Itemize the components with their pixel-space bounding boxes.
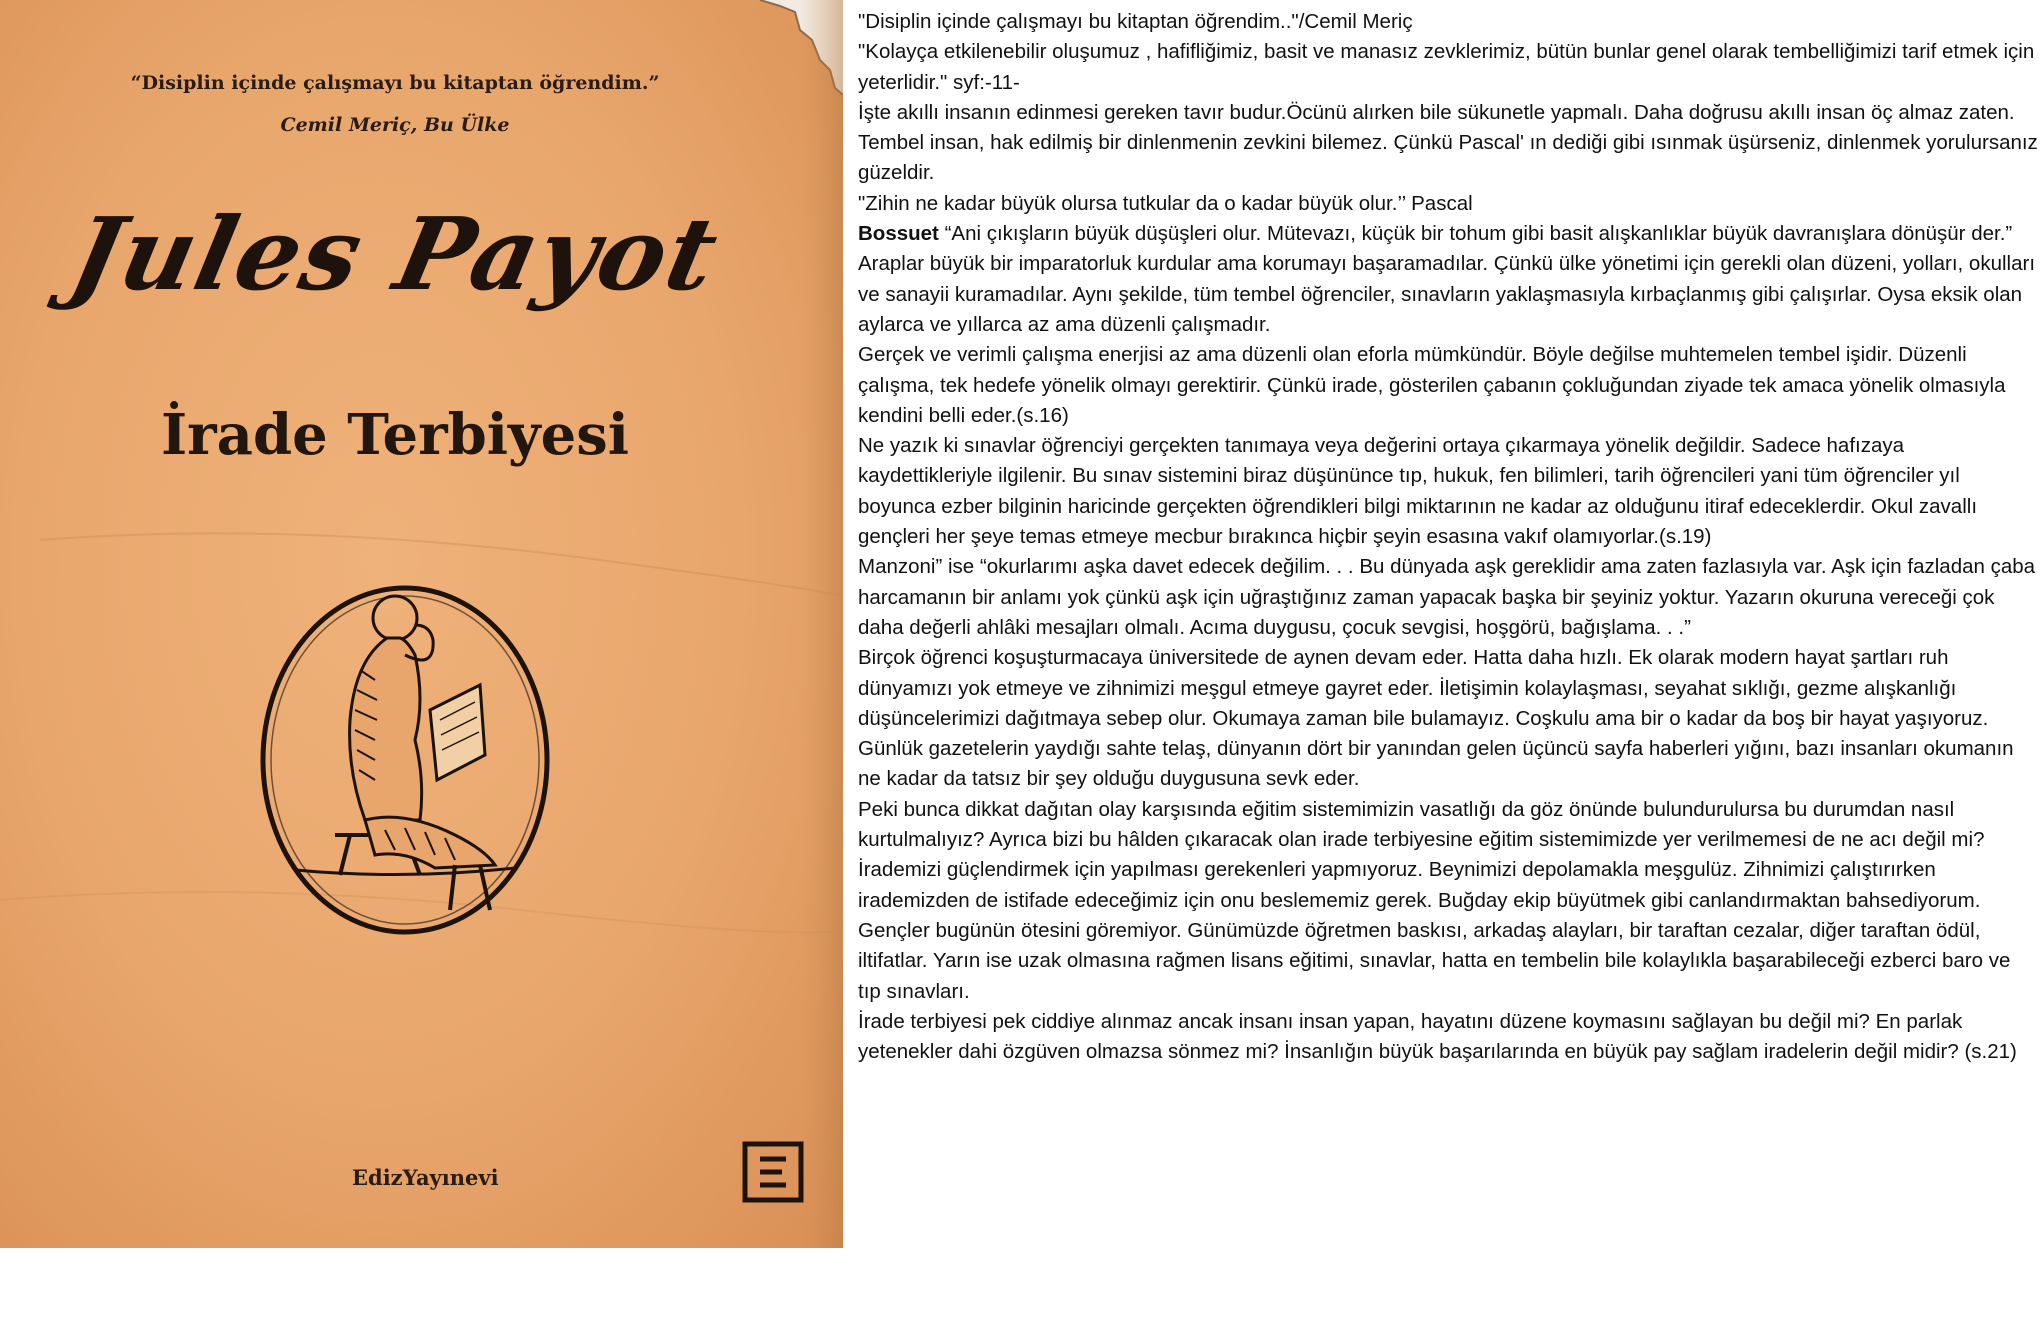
- paragraph: Ne yazık ki sınavlar öğrenciyi gerçekten tanımaya veya değerini ortaya çıkarmaya yönelik değildir. Sadece hafızaya kaydettikleriyle ilgilenir. Bu sınav sistemini biraz düşününce tıp, hukuk, fen bilimleri, tarih öğrencileri yani tüm öğrenciler yıl boyunca ezber bilginin haricinde gerçekten öğrendikleri bilgi miktarının ne kadar az olduğunu itiraf edeceklerdir. Okul zavallı gençleri her şeye temas etmeye mecbur bırakınca hiçbir şeyin esasına vakıf olamıyorlar.(s.19): [858, 434, 1978, 549]
- paragraph: Gerçek ve verimli çalışma enerjisi az ama düzenli olan eforla mümkündür. Böyle değilse muhtemelen tembel işidir. Düzenli çalışma, tek hedefe yönelik olmayı gerektirir. Çünkü irade, gösterilen çabanın çokluğundan ziyade tek amaca yönelik olmasıyla kendini belli eder.(s.16): [858, 343, 2006, 427]
- cover-author: Jules Payot: [60, 195, 730, 313]
- paragraph: [858, 219, 2038, 249]
- cover-publisher: EdizYayınevi: [352, 1165, 499, 1190]
- paragraph: İrademizi güçlendirmek için yapılması gerekenleri yapmıyoruz. Beynimizi depolamakla meşgulüz. Zihnimizi çalıştırırken irademizden de istifade edeceğimiz için onu beslememiz gerek. Buğday ekip büyütmek gibi canlandırmaktan bahsediyorum. Gençler bugünün ötesini göremiyor. Günümüzde öğretmen baskısı, arkadaş alayları, bir taraftan cezalar, diğer taraftan ödül, iltifatlar. Yarın ise uzak olmasına rağmen lisans eğitimi, sınavlar, hatta en tembelin bile kolaylıkla başarabileceği ezberci baro ve tıp sınavları.: [858, 858, 2011, 1003]
- paragraph: İşte akıllı insanın edinmesi gereken tavır budur.Öcünü alırken bile sükunetle yapmalı. Daha doğrusu akıllı insan öç almaz zaten.: [858, 100, 2015, 124]
- paragraph: Birçok öğrenci koşuşturmacaya üniversitede de aynen devam eder. Hatta daha hızlı. Ek olarak modern hayat şartları ruh dünyamızı yok etmeye ve zihnimizi meşgul etmeye gayret eder. İletişimin kolaylaşması, seyahat sıklığı, gezme alışkanlığı düşüncelerimizi dağıtmaya sebep olur. Okumaya zaman bile bulamayız. Coşkulu ama bir o kadar da boş bir hayat yaşıyoruz.: [858, 646, 1989, 730]
- paragraph: Günlük gazetelerin yaydığı sahte telaş, dünyanın dört bir yanından gelen üçüncü sayfa haberleri yığını, bazı insanları okumanın ne kadar da tatsız bir şey olduğu duygusuna sevk eder.: [858, 737, 2014, 791]
- paragraph: Araplar büyük bir imparatorluk kurdular ama korumayı başaramadılar. Çünkü ülke yönetimi için gerekli olan düzeni, yolları, okulları ve sanayii kuramadılar. Aynı şekilde, tüm tembel öğrenciler, sınavların yaklaşmasıyla kırbaçlanmış gibi çalışırlar. Oysa eksik olan aylarca ve yıllarca az ama düzenli çalışmadır.: [858, 252, 2036, 336]
- paragraph: Peki bunca dikkat dağıtan olay karşısında eğitim sistemimizin vasatlığı da göz önünde bulundurulursa bu durumdan nasıl kurtulmalıyız? Ayrıca bizi bu hâlden çıkaracak olan irade terbiyesine eğitim sistemimizde yer verilmemesi de ne acı değil mi?: [858, 797, 1985, 852]
- paragraph: "Kolayça etkilenebilir oluşumuz , hafifliğimiz, basit ve manasız zevklerimiz, bütün bunlar genel olarak tembelliğimizi tarif etmek için yeterlidir." syf:-11-: [858, 40, 2035, 94]
- book-cover: [0, 0, 843, 1248]
- paragraph: Tembel insan, hak edilmiş bir dinlenmenin zevkini bilemez. Çünkü Pascal' ın dediği gibi ısınmak üşürseniz, dinlenmek yorulursanız güzeldir.: [858, 131, 2038, 185]
- paragraph-lead: Bossuet: [858, 222, 939, 246]
- paragraph: İrade terbiyesi pek ciddiye alınmaz ancak insanı insan yapan, hayatını düzene koymasını sağlayan bu değil mi? En parlak yetenekler dahi özgüven olmazsa sönmez mi? İnsanlığın büyük başarılarında en büyük pay sağlam iradelerin değil midir? (s.21): [858, 1009, 2017, 1064]
- cover-title: İrade Terbiyesi: [160, 402, 630, 468]
- paragraph: "Disiplin içinde çalışmayı bu kitaptan öğrendim.."/Cemil Meriç: [858, 10, 1413, 33]
- paragraph-body: “Ani çıkışların büyük düşüşleri olur. Mütevazı, küçük bir tohum gibi basit alışkanlıklar büyük davranışlara dönüşür der.”: [938, 222, 2013, 246]
- cover-quote: “Disiplin içinde çalışmayı bu kitaptan öğrendim.”: [130, 72, 660, 94]
- text-column: [858, 7, 2038, 1067]
- seated-figure-reading-medallion-icon: [255, 580, 555, 940]
- boxed-lines-logo-icon: [742, 1141, 804, 1203]
- paragraph: "Zihin ne kadar büyük olursa tutkular da o kadar büyük olur.’’ Pascal: [858, 191, 1473, 215]
- paragraph: Manzoni” ise “okurlarımı aşka davet edecek değilim. . . Bu dünyada aşk gereklidir ama zaten fazlasıyla var. Aşk için fazladan çaba harcamanın bir anlamı yok çünkü aşk için uğraştığınız zaman yapacak başka bir şeyiniz yoktur. Yazarın okuruna vereceği çok daha değerli ahlâki mesajları olmalı. Acıma duygusu, çocuk sevgisi, hoşgörü, bağışlama. . .”: [858, 555, 2036, 639]
- cover-quote-source: Cemil Meriç, Bu Ülke: [280, 114, 510, 136]
